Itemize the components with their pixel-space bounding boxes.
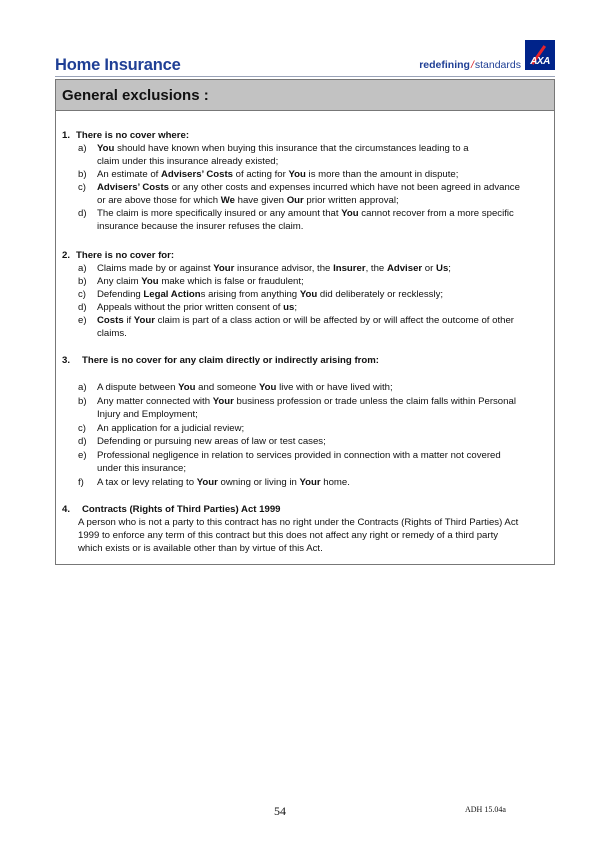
item-text: Advisers’ Costs or any other costs and expenses incurred which have not been agreed in advance or are above those for which We have given Our prior written approval; bbox=[97, 182, 520, 206]
item-label: d) bbox=[78, 208, 87, 219]
page-header bbox=[55, 40, 555, 74]
section-2-item-c bbox=[78, 288, 548, 301]
header-divider bbox=[55, 76, 555, 77]
section-1-item-b bbox=[78, 168, 548, 181]
tagline-slash: / bbox=[470, 59, 474, 71]
item-text: An application for a judicial review; bbox=[97, 423, 245, 434]
section-3-item-e bbox=[78, 449, 548, 475]
section-3-number: 3. bbox=[62, 355, 71, 366]
section-3-item-d bbox=[78, 435, 548, 448]
section-4-heading bbox=[62, 503, 281, 516]
item-text: A tax or levy relating to Your owning or living in Your home. bbox=[97, 477, 350, 488]
item-text: An estimate of Advisers’ Costs of acting for You is more than the amount in dispute; bbox=[97, 169, 459, 180]
section-4-title: Contracts (Rights of Third Parties) Act 1999 bbox=[82, 504, 281, 515]
item-text: Any claim You make which is false or fraudulent; bbox=[97, 276, 304, 287]
section-2-item-d bbox=[78, 301, 548, 314]
section-1-item-c bbox=[78, 181, 548, 207]
section-4-paragraph: A person who is not a party to this contract has no right under the Contracts (Rights of Third Parties) Act 1999 to enforce any term of this contract but this does not affect any right or remedy of a third party which exists or is available other than by virtue of this Act. bbox=[78, 517, 519, 554]
item-label: b) bbox=[78, 276, 87, 287]
item-text: Any matter connected with Your business profession or trade unless the claim falls within Personal Injury and Employment; bbox=[97, 396, 516, 420]
item-label: e) bbox=[78, 450, 87, 461]
item-text: Professional negligence in relation to services provided in connection with a matter not covered under this insurance; bbox=[97, 450, 501, 474]
item-text: Defending Legal Actions arising from anything You did deliberately or recklessly; bbox=[97, 289, 444, 300]
section-1-item-d bbox=[78, 207, 548, 233]
section-3-item-f bbox=[78, 476, 548, 489]
exclusions-box bbox=[55, 79, 555, 565]
box-title: General exclusions : bbox=[62, 87, 209, 104]
axa-tagline bbox=[419, 59, 521, 71]
tagline-redefining: redefining bbox=[419, 59, 470, 71]
item-text: Defending or pursuing new areas of law or test cases; bbox=[97, 436, 326, 447]
item-text: Claims made by or against Your insurance advisor, the Insurer, the Adviser or Us; bbox=[97, 263, 451, 274]
item-label: d) bbox=[78, 302, 87, 313]
item-text: You should have known when buying this insurance that the circumstances leading to a claim under this insurance already existed; bbox=[97, 143, 469, 167]
section-2-number: 2. bbox=[62, 250, 71, 261]
item-label: e) bbox=[78, 315, 87, 326]
section-1-heading bbox=[62, 129, 189, 142]
section-3-title: There is no cover for any claim directly or indirectly arising from: bbox=[82, 355, 379, 366]
section-2-item-a bbox=[78, 262, 548, 275]
item-text: Costs if Your claim is part of a class action or will be affected by or will affect the outcome of other claims. bbox=[97, 315, 514, 339]
item-label: d) bbox=[78, 436, 87, 447]
section-2-item-e bbox=[78, 314, 548, 340]
section-1-item-a bbox=[78, 142, 548, 168]
item-label: a) bbox=[78, 263, 87, 274]
document-code: ADH 15.04a bbox=[465, 805, 506, 814]
item-label: b) bbox=[78, 396, 87, 407]
section-1-title: There is no cover where: bbox=[76, 130, 190, 141]
section-3-item-c bbox=[78, 422, 548, 435]
section-3-item-b bbox=[78, 395, 548, 421]
item-label: c) bbox=[78, 289, 86, 300]
item-label: c) bbox=[78, 423, 86, 434]
item-label: a) bbox=[78, 382, 87, 393]
item-text: Appeals without the prior written consent of us; bbox=[97, 302, 297, 313]
section-2-item-b bbox=[78, 275, 548, 288]
axa-logo bbox=[525, 40, 555, 70]
axa-logo-text: AXA bbox=[530, 56, 550, 67]
item-label: b) bbox=[78, 169, 87, 180]
tagline-standards: standards bbox=[474, 59, 521, 71]
page-number: 54 bbox=[274, 804, 286, 818]
section-1-number: 1. bbox=[62, 130, 71, 141]
section-3-item-a bbox=[78, 381, 548, 394]
item-text: A dispute between You and someone You live with or have lived with; bbox=[97, 382, 393, 393]
document-title: Home Insurance bbox=[55, 56, 181, 74]
section-2-title: There is no cover for: bbox=[76, 250, 175, 261]
section-4-number: 4. bbox=[62, 504, 71, 515]
item-label: f) bbox=[78, 477, 84, 488]
section-3-heading bbox=[62, 354, 379, 367]
item-text: The claim is more specifically insured or any amount that You cannot recover from a more specific insurance because the insurer refuses the claim. bbox=[97, 208, 514, 232]
section-2-heading bbox=[62, 249, 174, 262]
item-label: c) bbox=[78, 182, 86, 193]
box-header bbox=[56, 80, 554, 111]
item-label: a) bbox=[78, 143, 87, 154]
